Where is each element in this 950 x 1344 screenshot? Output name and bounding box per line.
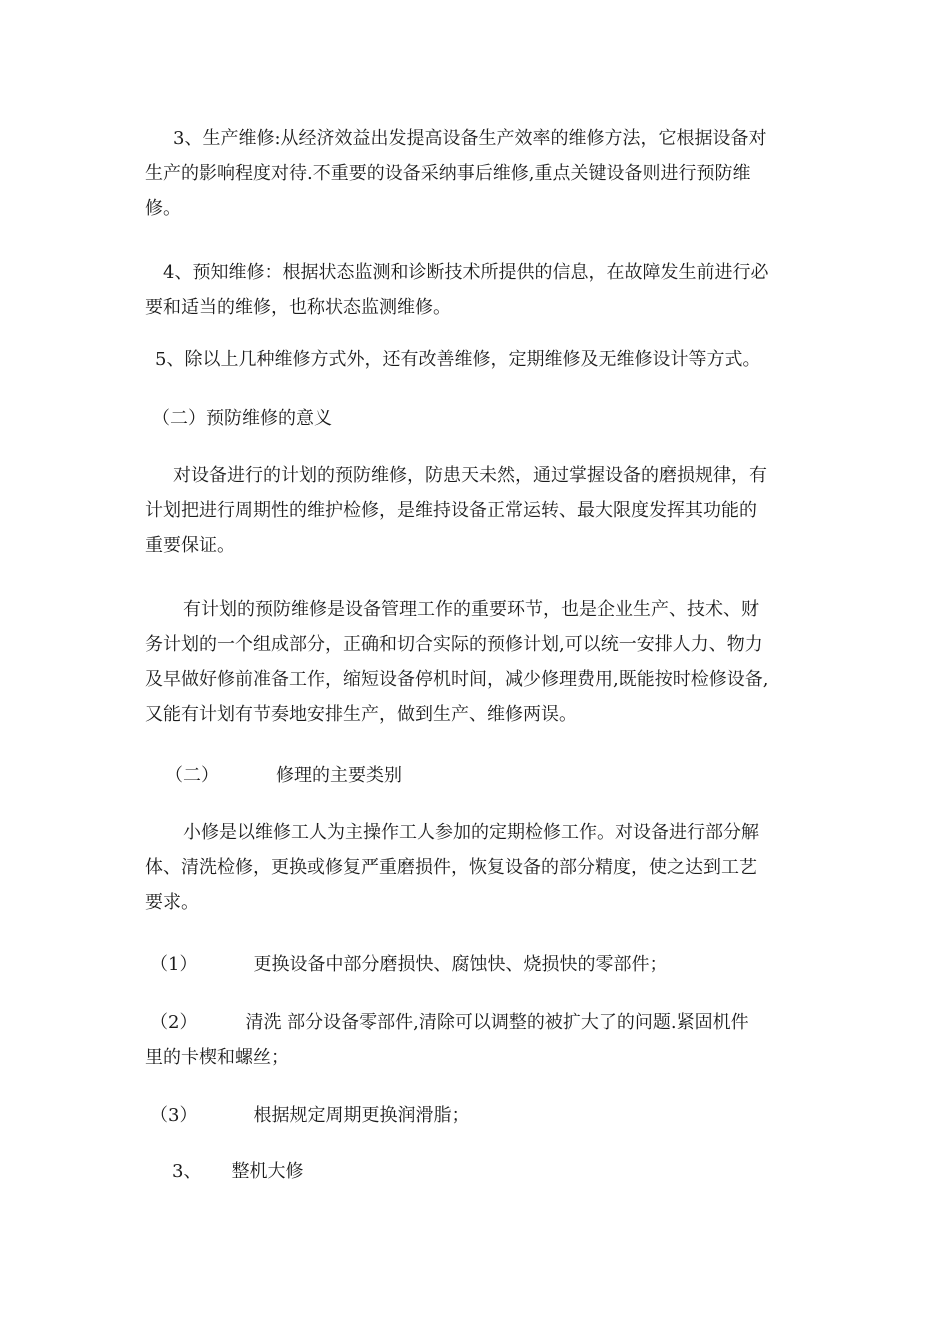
heading-text: 修理的主要类别	[276, 765, 402, 786]
paragraph-predictive-maintenance	[145, 255, 810, 325]
list-item-marker: （2）	[150, 1012, 198, 1033]
list-item	[150, 950, 667, 980]
list-item-text: 清洗 部分设备零部件,清除可以调整的被扩大了的问题.紧固机件	[245, 1012, 749, 1033]
text-line: 及早做好修前准备工作，缩短设备停机时间，减少修理费用,既能按时检修设备,	[145, 669, 769, 690]
text-line: 生产的影响程度对待.不重要的设备采纳事后维修,重点关键设备则进行预防维	[145, 163, 751, 184]
list-item-continuation: 里的卡楔和螺丝；	[145, 1047, 289, 1068]
text-line: 4、预知维修：根据状态监测和诊断技术所提供的信息，在故障发生前进行必	[163, 262, 769, 283]
text-line: 要求。	[145, 892, 199, 913]
heading-marker: （二）	[165, 765, 219, 786]
paragraph-production-maintenance	[145, 121, 810, 226]
list-item	[145, 1005, 810, 1075]
list-item-marker: （1）	[150, 954, 198, 975]
text-line: 体、清洗检修，更换或修复严重磨损件，恢复设备的部分精度，使之达到工艺	[145, 857, 757, 878]
heading-text: 整机大修	[231, 1161, 304, 1182]
text-line: 有计划的预防维修是设备管理工作的重要环节，也是企业生产、技术、财	[183, 599, 759, 620]
paragraph-minor-repair	[145, 815, 810, 920]
text-line: 对设备进行的计划的预防维修，防患天未然，通过掌握设备的磨损规律，有	[173, 465, 767, 486]
paragraph-other-methods: 5、除以上几种维修方式外，还有改善维修，定期维修及无维修设计等方式。	[155, 349, 761, 370]
list-item-text: 更换设备中部分磨损快、腐蚀快、烧损快的零部件；	[253, 954, 668, 975]
text-line: 又能有计划有节奏地安排生产，做到生产、维修两误。	[145, 704, 577, 725]
section-heading-overhaul	[172, 1157, 303, 1187]
text-line: 务计划的一个组成部分，正确和切合实际的预修计划,可以统一安排人力、物力	[145, 634, 763, 655]
text-line: 3、生产维修:从经济效益出发提高设备生产效率的维修方法，它根据设备对	[173, 128, 767, 149]
text-line: 小修是以维修工人为主操作工人参加的定期检修工作。对设备进行部分解	[183, 822, 759, 843]
text-line: 要和适当的维修，也称状态监测维修。	[145, 297, 451, 318]
list-item-marker: （3）	[150, 1105, 198, 1126]
paragraph-preventive-planning	[145, 458, 810, 563]
section-heading-repair-categories	[165, 761, 402, 791]
paragraph-planned-maintenance	[145, 592, 810, 732]
list-item-text: 根据规定周期更换润滑脂；	[253, 1105, 470, 1126]
heading-marker: 3、	[172, 1161, 202, 1182]
section-heading-preventive-meaning: （二）预防维修的意义	[152, 408, 332, 429]
text-line: 修。	[145, 198, 181, 219]
text-line: 重要保证。	[145, 535, 235, 556]
text-line: 计划把进行周期性的维护检修，是维持设备正常运转、最大限度发挥其功能的	[145, 500, 757, 521]
list-item	[150, 1101, 469, 1131]
